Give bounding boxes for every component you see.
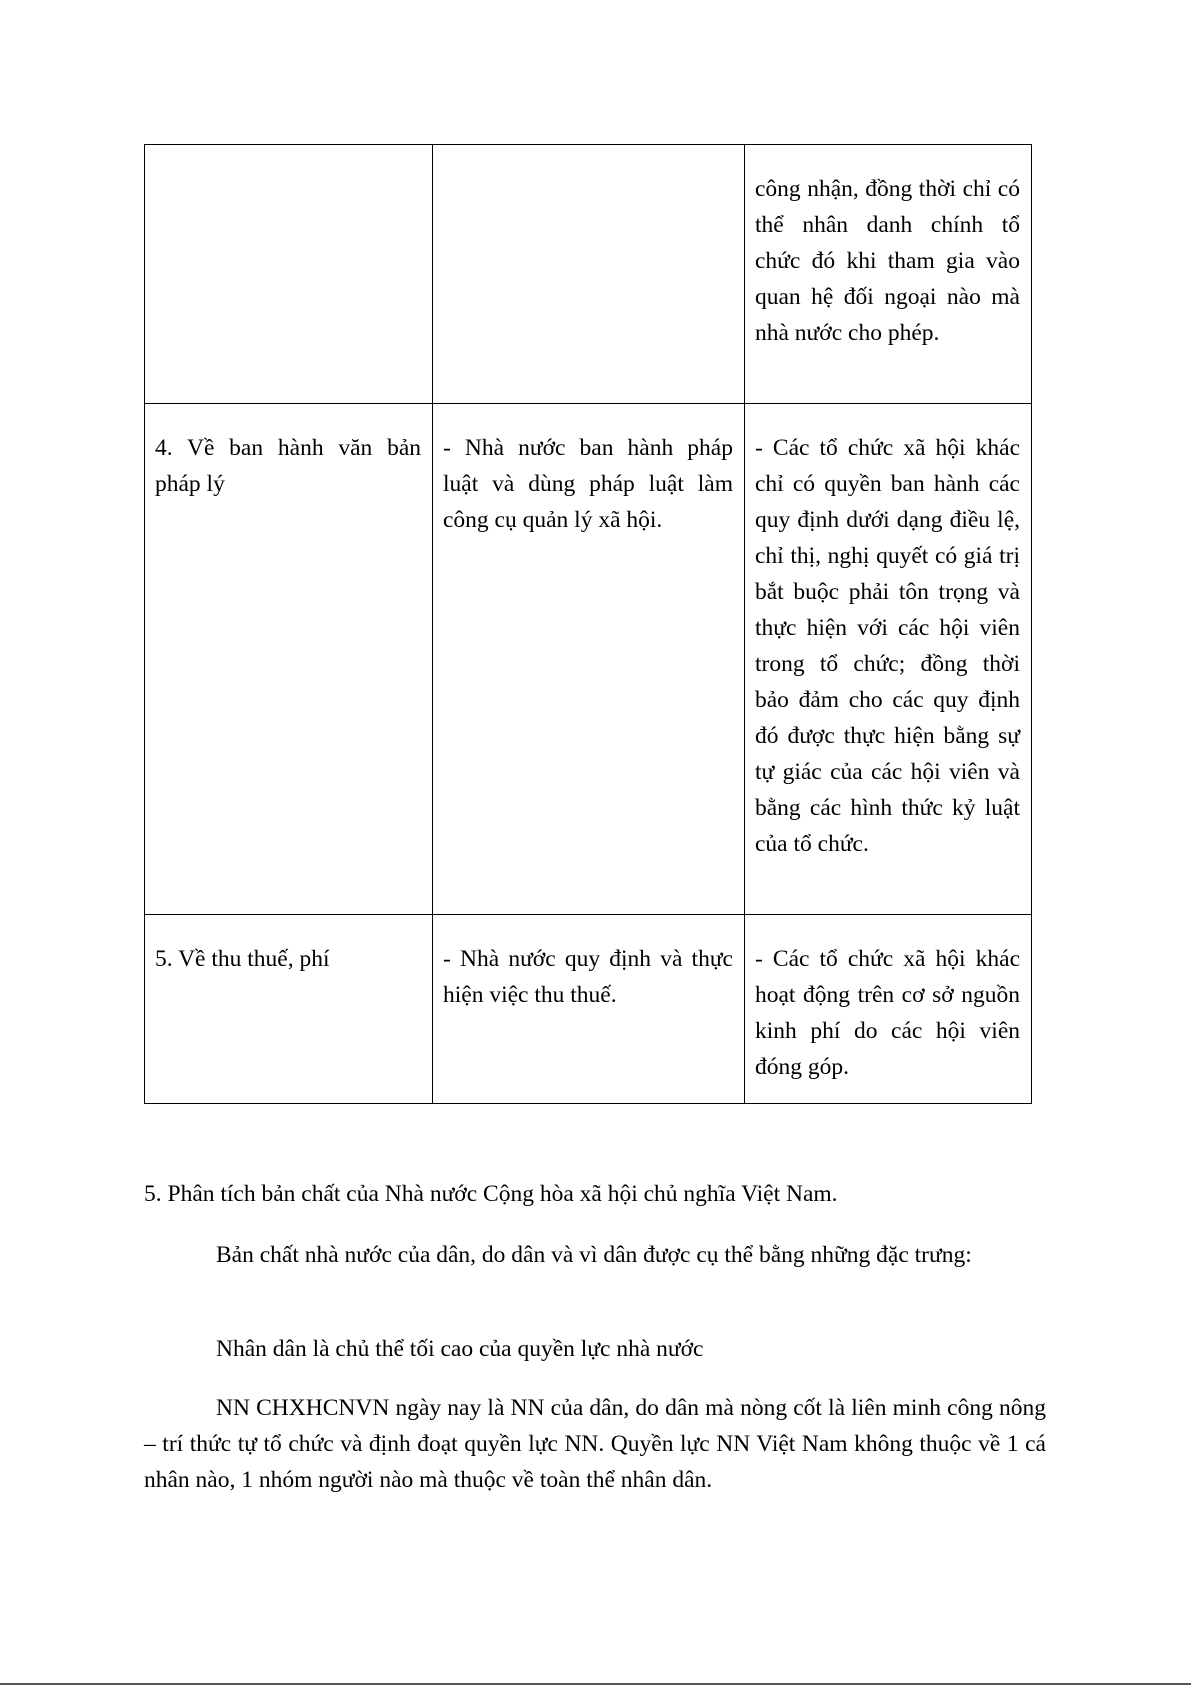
- criterion-cell: 4. Về ban hành văn bản pháp lý: [145, 404, 433, 915]
- paragraph: NN CHXHCNVN ngày nay là NN của dân, do dân mà nòng cốt là liên minh công nông – trí thức tự tổ chức và định đoạt quyền lực NN. Quyền lực NN Việt Nam không thuộc về 1 cá nhân nào, 1 nhóm người nào mà thuộc về toàn thể nhân dân.: [144, 1395, 1046, 1493]
- other-orgs-cell: - Các tổ chức xã hội khác chỉ có quyền ban hành các quy định dưới dạng điều lệ, chỉ thị, nghị quyết có giá trị bắt buộc phải tôn trọng và thực hiện với các hội viên trong tổ chức; đồng thời bảo đảm cho các quy định đó được thực hiện bằng sự tự giác của các hội viên và bằng các hình thức kỷ luật của tổ chức.: [745, 404, 1032, 915]
- paragraph: Nhân dân là chủ thể tối cao của quyền lực nhà nước: [216, 1336, 704, 1362]
- other-orgs-cell: - Các tổ chức xã hội khác hoạt động trên cơ sở nguồn kinh phí do các hội viên đóng góp.: [745, 915, 1032, 1104]
- table-row: [145, 145, 1032, 404]
- state-cell: - Nhà nước quy định và thực hiện việc thu thuế.: [433, 915, 745, 1104]
- state-cell: [433, 145, 745, 404]
- criterion-cell: 5. Về thu thuế, phí: [145, 915, 433, 1104]
- table-row: [145, 404, 1032, 915]
- comparison-table: [144, 144, 1032, 1104]
- section-heading: 5. Phân tích bản chất của Nhà nước Cộng hòa xã hội chủ nghĩa Việt Nam.: [144, 1181, 838, 1207]
- table-row: [145, 915, 1032, 1104]
- state-cell: - Nhà nước ban hành pháp luật và dùng pháp luật làm công cụ quản lý xã hội.: [433, 404, 745, 915]
- other-orgs-cell: công nhận, đồng thời chỉ có thể nhân danh chính tổ chức đó khi tham gia vào quan hệ đối ngoại nào mà nhà nước cho phép.: [745, 145, 1032, 404]
- paragraph: Bản chất nhà nước của dân, do dân và vì dân được cụ thể bằng những đặc trưng:: [216, 1242, 972, 1268]
- criterion-cell: [145, 145, 433, 404]
